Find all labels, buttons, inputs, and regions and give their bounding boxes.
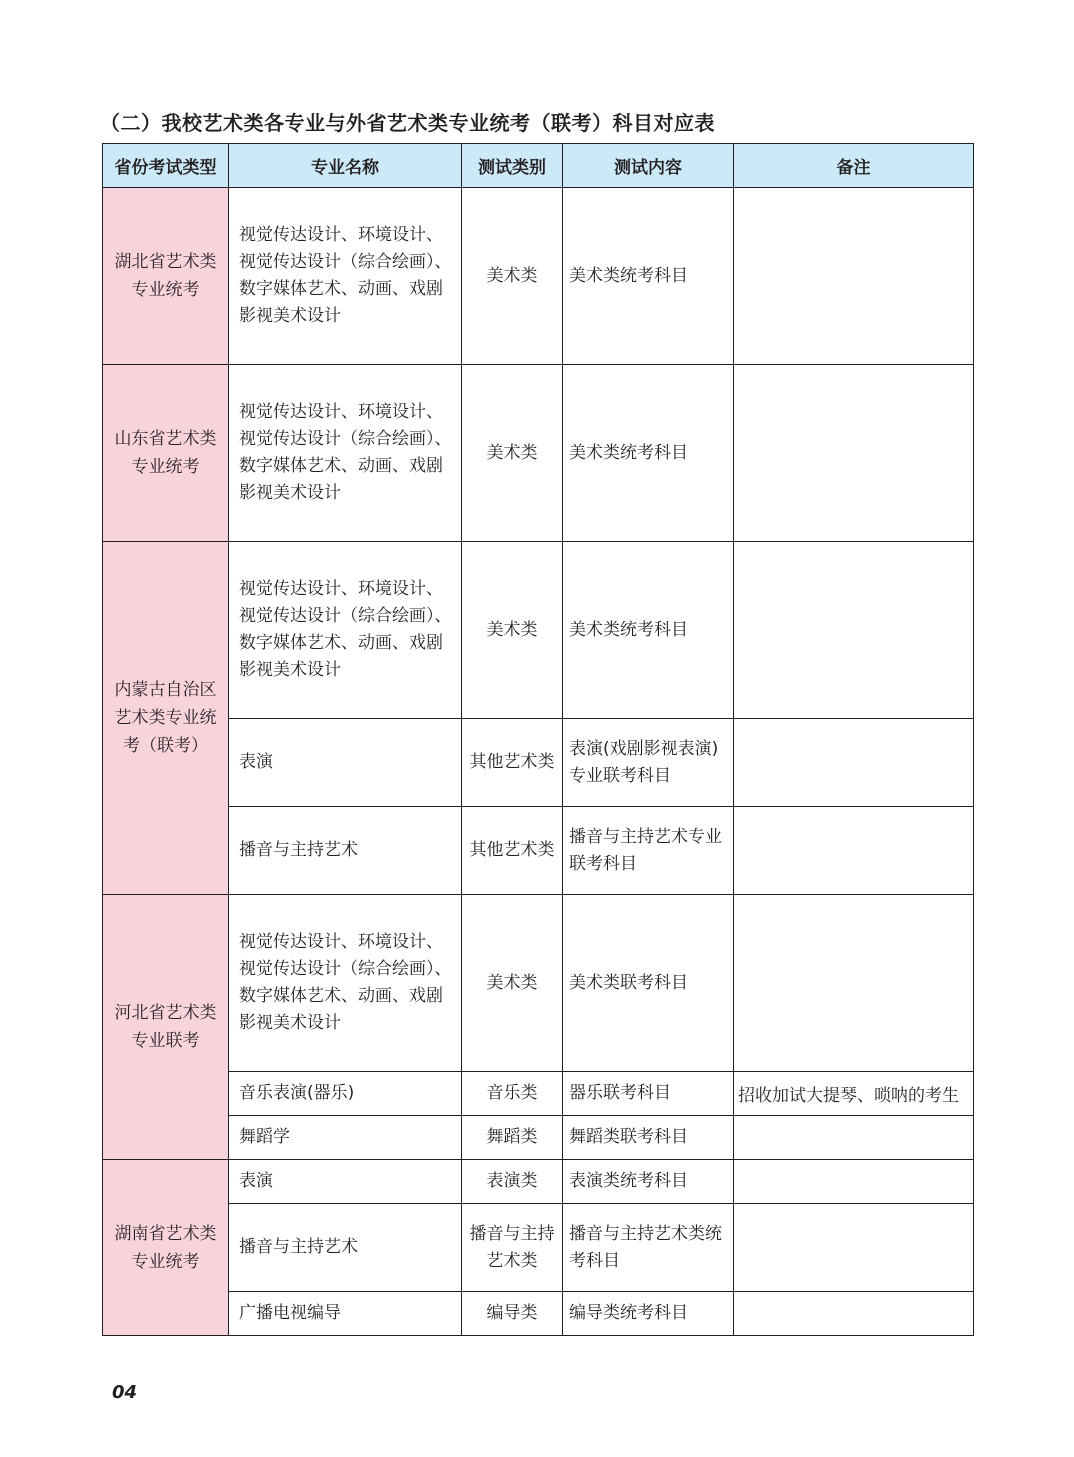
note-cell <box>734 188 974 365</box>
table-row <box>103 719 974 807</box>
major-cell: 广播电视编导 <box>229 1292 462 1336</box>
note-cell <box>734 719 974 807</box>
major-cell: 视觉传达设计、环境设计、视觉传达设计（综合绘画）、数字媒体艺术、动画、戏剧影视美术设计 <box>229 542 462 719</box>
province-cell: 河北省艺术类专业联考 <box>103 895 229 1160</box>
category-cell: 舞蹈类 <box>462 1116 563 1160</box>
content-cell: 美术类统考科目 <box>563 542 734 719</box>
province-cell: 湖南省艺术类专业统考 <box>103 1160 229 1336</box>
major-cell: 表演 <box>229 719 462 807</box>
note-cell <box>734 1204 974 1292</box>
province-cell: 内蒙古自治区艺术类专业统考（联考） <box>103 542 229 895</box>
major-cell: 视觉传达设计、环境设计、视觉传达设计（综合绘画）、数字媒体艺术、动画、戏剧影视美术设计 <box>229 188 462 365</box>
header-province: 省份考试类型 <box>103 144 229 188</box>
category-cell: 音乐类 <box>462 1072 563 1116</box>
table-row <box>103 807 974 895</box>
note-cell <box>734 807 974 895</box>
category-cell: 播音与主持艺术类 <box>462 1204 563 1292</box>
header-category: 测试类别 <box>462 144 563 188</box>
header-note: 备注 <box>734 144 974 188</box>
content-cell: 编导类统考科目 <box>563 1292 734 1336</box>
major-cell: 舞蹈学 <box>229 1116 462 1160</box>
note-cell <box>734 365 974 542</box>
province-cell: 山东省艺术类专业统考 <box>103 365 229 542</box>
major-cell: 播音与主持艺术 <box>229 807 462 895</box>
content-cell: 美术类联考科目 <box>563 895 734 1072</box>
category-cell: 美术类 <box>462 365 563 542</box>
content-cell: 器乐联考科目 <box>563 1072 734 1116</box>
table-row <box>103 1116 974 1160</box>
category-cell: 美术类 <box>462 542 563 719</box>
table-row <box>103 1292 974 1336</box>
table-header-row <box>103 144 974 188</box>
table-row <box>103 188 974 365</box>
note-cell <box>734 895 974 1072</box>
table-row <box>103 895 974 1072</box>
content-cell: 表演类统考科目 <box>563 1160 734 1204</box>
note-cell <box>734 542 974 719</box>
province-cell: 湖北省艺术类专业统考 <box>103 188 229 365</box>
content-cell: 美术类统考科目 <box>563 188 734 365</box>
page-title: （二）我校艺术类各专业与外省艺术类专业统考（联考）科目对应表 <box>100 111 715 135</box>
content-cell: 美术类统考科目 <box>563 365 734 542</box>
table-row <box>103 1160 974 1204</box>
category-cell: 美术类 <box>462 895 563 1072</box>
category-cell: 其他艺术类 <box>462 719 563 807</box>
category-cell: 表演类 <box>462 1160 563 1204</box>
category-cell: 编导类 <box>462 1292 563 1336</box>
major-cell: 音乐表演(器乐) <box>229 1072 462 1116</box>
major-cell: 播音与主持艺术 <box>229 1204 462 1292</box>
table-row <box>103 1072 974 1116</box>
content-cell: 播音与主持艺术专业联考科目 <box>563 807 734 895</box>
category-cell: 其他艺术类 <box>462 807 563 895</box>
table-row <box>103 365 974 542</box>
subject-correspondence-table <box>102 143 974 1336</box>
note-cell <box>734 1160 974 1204</box>
content-cell: 播音与主持艺术类统考科目 <box>563 1204 734 1292</box>
category-cell: 美术类 <box>462 188 563 365</box>
content-cell: 表演(戏剧影视表演)专业联考科目 <box>563 719 734 807</box>
header-content: 测试内容 <box>563 144 734 188</box>
page-number: 04 <box>112 1382 138 1403</box>
note-cell: 招收加试大提琴、唢呐的考生 <box>734 1072 974 1116</box>
major-cell: 视觉传达设计、环境设计、视觉传达设计（综合绘画）、数字媒体艺术、动画、戏剧影视美术设计 <box>229 895 462 1072</box>
note-cell <box>734 1292 974 1336</box>
header-major: 专业名称 <box>229 144 462 188</box>
major-cell: 视觉传达设计、环境设计、视觉传达设计（综合绘画）、数字媒体艺术、动画、戏剧影视美术设计 <box>229 365 462 542</box>
major-cell: 表演 <box>229 1160 462 1204</box>
table-row <box>103 542 974 719</box>
content-cell: 舞蹈类联考科目 <box>563 1116 734 1160</box>
table-row <box>103 1204 974 1292</box>
note-cell <box>734 1116 974 1160</box>
